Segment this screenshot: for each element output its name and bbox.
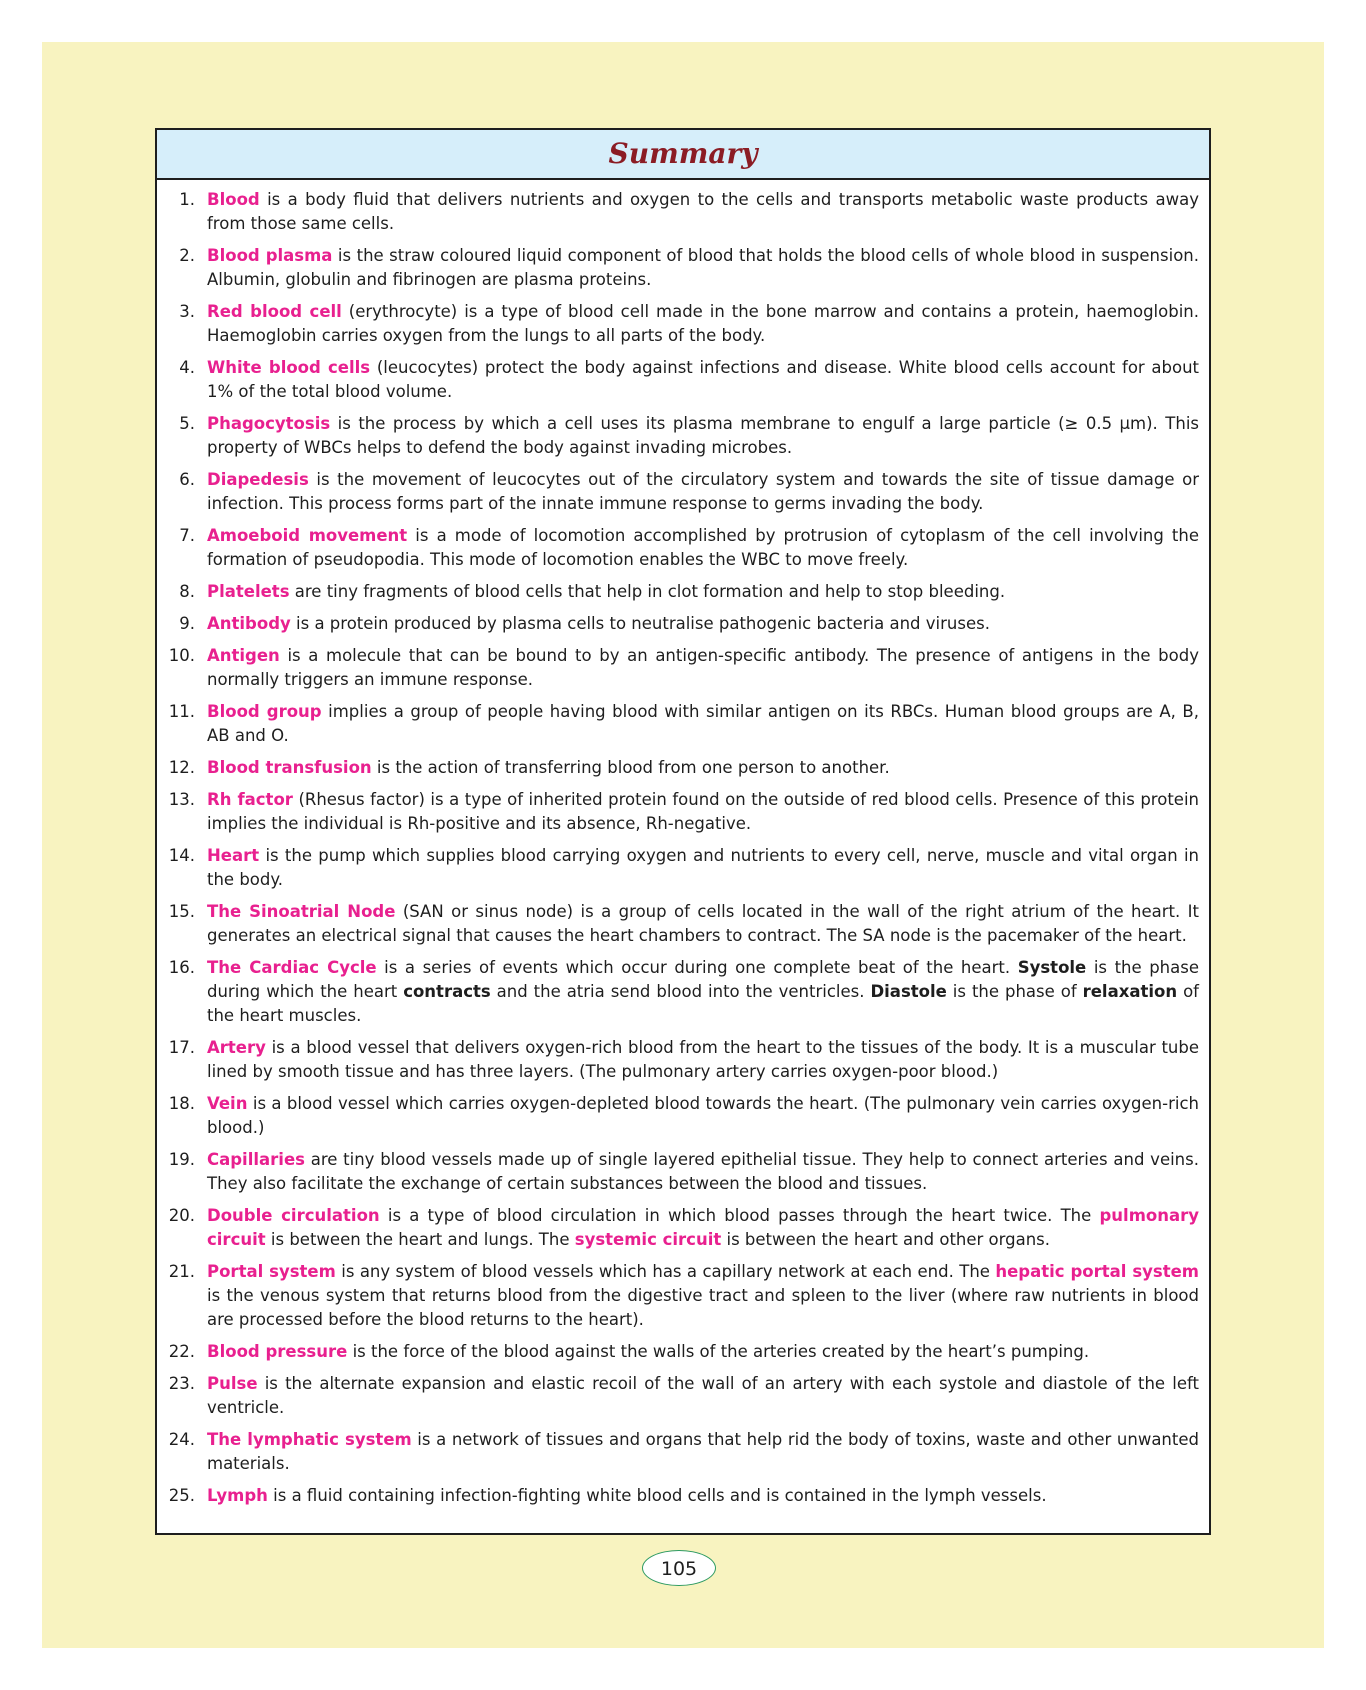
page-number: 105	[642, 1550, 716, 1586]
key-term: Platelets	[207, 582, 290, 601]
summary-item	[157, 700, 1209, 748]
item-number: 16.	[168, 958, 195, 977]
summary-item	[157, 1484, 1209, 1508]
item-number: 19.	[168, 1150, 195, 1169]
item-number: 24.	[168, 1430, 195, 1449]
item-number: 14.	[168, 846, 195, 865]
key-term: Blood	[207, 190, 260, 209]
item-text: is a mode of locomotion accomplished by protrusion of cytoplasm of the cell involving the formation of pseudopodia. This mode of locomotion enables the WBC to move freely.	[207, 526, 1200, 569]
summary-item	[157, 356, 1209, 404]
item-number: 20.	[168, 1206, 195, 1225]
key-term: Blood group	[207, 702, 322, 721]
key-term: Artery	[207, 1038, 266, 1057]
key-term: Vein	[207, 1094, 248, 1113]
summary-item	[157, 524, 1209, 572]
key-term: The Sinoatrial Node	[207, 902, 396, 921]
key-term: Pulse	[207, 1374, 258, 1393]
summary-item	[157, 1204, 1209, 1252]
summary-item	[157, 756, 1209, 780]
summary-item	[157, 300, 1209, 348]
summary-item	[157, 956, 1209, 1028]
summary-item	[157, 788, 1209, 836]
key-term: Antibody	[207, 614, 291, 633]
summary-title: Summary	[608, 137, 758, 170]
key-term: Antigen	[207, 646, 280, 665]
item-text: of the heart muscles.	[207, 982, 1199, 1025]
item-text: implies a group of people having blood with similar antigen on its RBCs. Human blood groups are A, B, AB and O.	[207, 702, 1199, 745]
summary-item	[157, 244, 1209, 292]
key-term: Blood plasma	[207, 246, 333, 265]
item-text: is the movement of leucocytes out of the circulatory system and towards the site of tissue damage or infection. This process forms part of the innate immune response to germs invading the body.	[207, 470, 1199, 513]
summary-item	[157, 1092, 1209, 1140]
item-text: is the process by which a cell uses its plasma membrane to engulf a large particle (≥ 0.5 μm). This property of WBCs helps to defend the body against invading microbes.	[207, 414, 1199, 457]
key-term: Phagocytosis	[207, 414, 331, 433]
item-number: 23.	[168, 1374, 195, 1393]
item-number: 8.	[179, 582, 195, 601]
key-term: Red blood cell	[207, 302, 342, 321]
key-term: Portal system	[207, 1262, 336, 1281]
item-text: is the venous system that returns blood from the digestive tract and spleen to the liver (where raw nutrients in blood are processed before the blood returns to the heart).	[207, 1286, 1199, 1329]
item-number: 10.	[168, 646, 195, 665]
key-term: The Cardiac Cycle	[207, 958, 377, 977]
item-number: 5.	[179, 414, 195, 433]
item-text: is between the heart and other organs.	[721, 1230, 1051, 1249]
item-text: is the action of transferring blood from one person to another.	[371, 758, 890, 777]
item-number: 7.	[179, 526, 195, 545]
item-text: is a body fluid that delivers nutrients and oxygen to the cells and transports metabolic waste products away from those same cells.	[207, 190, 1199, 233]
item-text: is the pump which supplies blood carrying oxygen and nutrients to every cell, nerve, muscle and vital organ in the body.	[207, 846, 1199, 889]
summary-item	[157, 1340, 1209, 1364]
item-number: 18.	[168, 1094, 195, 1113]
bold-term: contracts	[403, 982, 491, 1001]
item-number: 13.	[168, 790, 195, 809]
item-number: 6.	[179, 470, 195, 489]
item-text: is the force of the blood against the walls of the arteries created by the heart’s pumping.	[347, 1342, 1090, 1361]
item-text: is a fluid containing infection-fighting white blood cells and is contained in the lymph vessels.	[267, 1486, 1047, 1505]
item-text: are tiny blood vessels made up of single layered epithelial tissue. They help to connect arteries and veins. They also facilitate the exchange of certain substances between the blood and tissues.	[207, 1150, 1199, 1193]
item-text: is a series of events which occur during one complete beat of the heart.	[376, 958, 1018, 977]
item-text: (SAN or sinus node) is a group of cells located in the wall of the right atrium of the heart. It generates an electrical signal that causes the heart chambers to contract. The SA node is the pacemaker of the heart.	[207, 902, 1199, 945]
summary-item	[157, 644, 1209, 692]
summary-item	[157, 1260, 1209, 1332]
summary-list	[157, 180, 1209, 1508]
summary-item	[157, 612, 1209, 636]
bold-term: Systole	[1017, 958, 1087, 977]
item-text: is a blood vessel which carries oxygen-depleted blood towards the heart. (The pulmonary vein carries oxygen-rich blood.)	[207, 1094, 1199, 1137]
bold-term: relaxation	[1082, 982, 1178, 1001]
summary-item	[157, 844, 1209, 892]
key-term: Blood transfusion	[207, 758, 372, 777]
summary-item	[157, 1372, 1209, 1420]
key-term: Capillaries	[207, 1150, 305, 1169]
summary-item	[157, 580, 1209, 604]
item-number: 11.	[168, 702, 195, 721]
key-term: Lymph	[207, 1486, 268, 1505]
item-text: (leucocytes) protect the body against infections and disease. White blood cells account for about 1% of the total blood volume.	[207, 358, 1199, 401]
item-text: is between the heart and lungs. The	[265, 1230, 575, 1249]
summary-item	[157, 1036, 1209, 1084]
key-term: systemic circuit	[574, 1230, 722, 1249]
item-text: is the phase of	[946, 982, 1083, 1001]
key-term: Rh factor	[207, 790, 293, 809]
summary-item	[157, 1428, 1209, 1476]
key-term: The lymphatic system	[207, 1430, 412, 1449]
key-term: Heart	[207, 846, 260, 865]
item-number: 4.	[179, 358, 195, 377]
item-number: 12.	[168, 758, 195, 777]
item-text: is a protein produced by plasma cells to neutralise pathogenic bacteria and viruses.	[290, 614, 990, 633]
item-number: 17.	[168, 1038, 195, 1057]
item-number: 15.	[168, 902, 195, 921]
key-term: Amoeboid movement	[207, 526, 408, 545]
key-term: hepatic portal system	[995, 1262, 1199, 1281]
item-text: and the atria send blood into the ventricles.	[490, 982, 871, 1001]
summary-item	[157, 1148, 1209, 1196]
item-number: 9.	[179, 614, 195, 633]
key-term: White blood cells	[207, 358, 371, 377]
summary-box	[155, 128, 1211, 1535]
summary-item	[157, 188, 1209, 236]
item-number: 2.	[179, 246, 195, 265]
summary-header	[157, 130, 1209, 180]
item-number: 25.	[168, 1486, 195, 1505]
bold-term: Diastole	[870, 982, 947, 1001]
summary-item	[157, 412, 1209, 460]
item-text: is a network of tissues and organs that help rid the body of toxins, waste and other unwanted materials.	[207, 1430, 1199, 1473]
item-text: is any system of blood vessels which has a capillary network at each end. The	[335, 1262, 996, 1281]
item-text: is a molecule that can be bound to by an antigen-specific antibody. The presence of antigens in the body normally triggers an immune response.	[207, 646, 1199, 689]
key-term: Double circulation	[207, 1206, 380, 1225]
item-text: are tiny fragments of blood cells that help in clot formation and help to stop bleeding.	[289, 582, 1006, 601]
item-number: 1.	[179, 190, 195, 209]
item-text: is a blood vessel that delivers oxygen-rich blood from the heart to the tissues of the body. It is a muscular tube lined by smooth tissue and has three layers. (The pulmonary artery carries oxygen-poor blood.)	[207, 1038, 1199, 1081]
key-term: Blood pressure	[207, 1342, 348, 1361]
key-term: Diapedesis	[207, 470, 309, 489]
item-text: is the straw coloured liquid component of blood that holds the blood cells of whole blood in suspension. Albumin, globulin and fibrinogen are plasma proteins.	[207, 246, 1199, 289]
summary-item	[157, 900, 1209, 948]
item-number: 3.	[179, 302, 195, 321]
item-text: is a type of blood circulation in which blood passes through the heart twice. The	[379, 1206, 1100, 1225]
item-number: 22.	[168, 1342, 195, 1361]
item-number: 21.	[168, 1262, 195, 1281]
key-term: pulmonary circuit	[207, 1206, 1199, 1249]
item-text: (Rhesus factor) is a type of inherited protein found on the outside of red blood cells. Presence of this protein implies the individual is Rh-positive and its absence, Rh-negative.	[207, 790, 1199, 833]
item-text: is the phase during which the heart	[207, 958, 1200, 1001]
item-text: is the alternate expansion and elastic recoil of the wall of an artery with each systole and diastole of the left ventricle.	[207, 1374, 1199, 1417]
item-text: (erythrocyte) is a type of blood cell made in the bone marrow and contains a protein, haemoglobin. Haemoglobin carries oxygen from the lungs to all parts of the body.	[207, 302, 1199, 345]
summary-item	[157, 468, 1209, 516]
